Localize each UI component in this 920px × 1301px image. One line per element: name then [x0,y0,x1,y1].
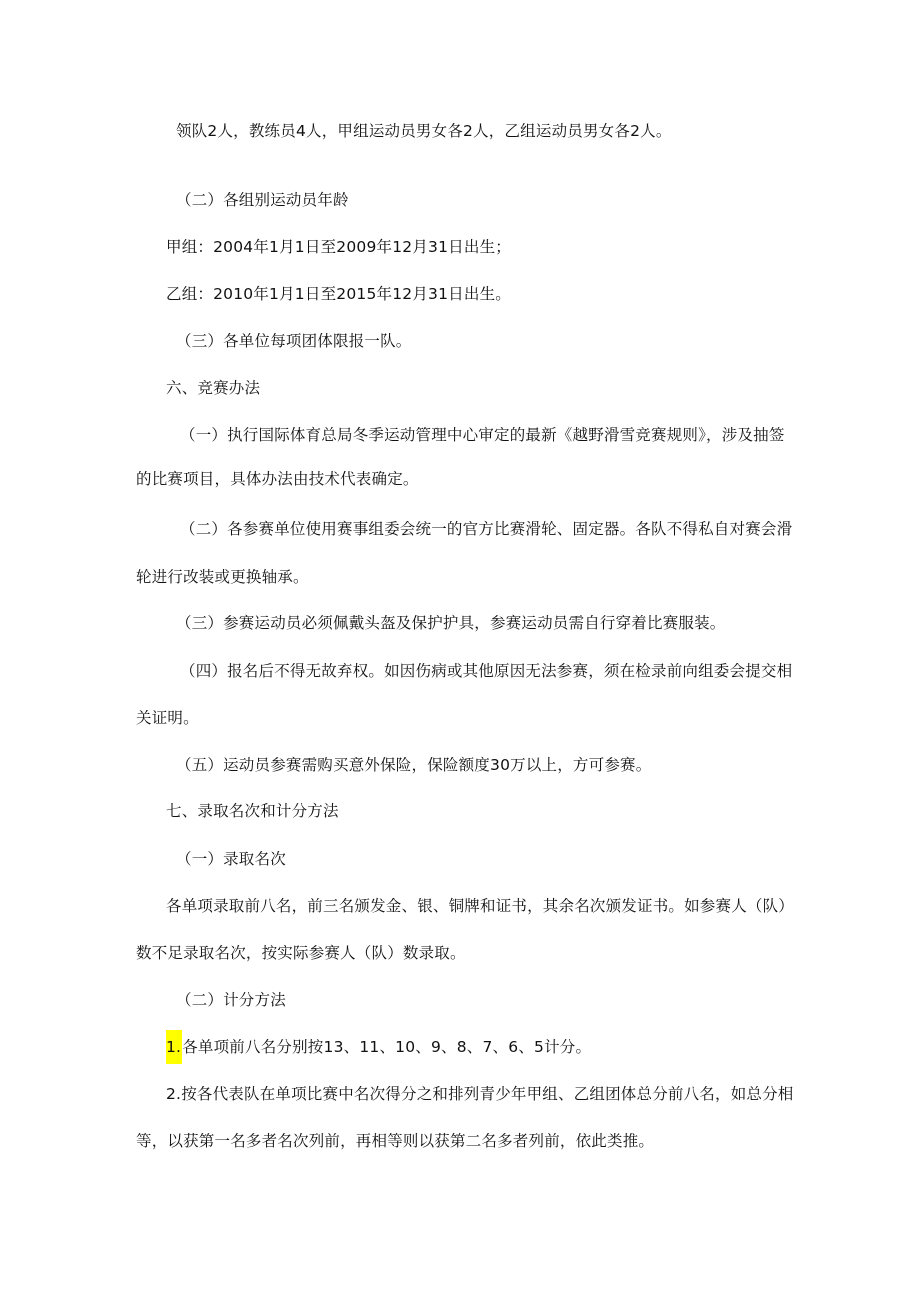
group-b-age-text: 乙组：2010年1月1日至2015年12月31日出生。 [166,285,511,303]
highlighted-item-number: 1. [166,1030,182,1064]
rule-1-line-2: 的比赛项目，具体办法由技术代表确定。 [136,470,419,488]
scoring-rule-1 [166,1036,591,1064]
scoring-subheading: （二）计分方法 [176,991,286,1009]
team-entry-limit-text: （三）各单位每项团体限报一队。 [176,332,412,350]
rule-1-line-1: （一）执行国际体育总局冬季运动管理中心审定的最新《越野滑雪竞赛规则》，涉及抽签 [180,426,785,444]
rule-2-line-2: 轮进行改装或更换轴承。 [136,568,309,586]
team-composition-text: 领队2人，教练员4人，甲组运动员男女各2人，乙组运动员男女各2人。 [176,122,672,140]
ranking-line-1: 各单项录取前八名，前三名颁发金、银、铜牌和证书，其余名次颁发证书。如参赛人（队） [166,897,795,915]
rule-5-text: （五）运动员参赛需购买意外保险，保险额度30万以上，方可参赛。 [176,756,652,774]
ranking-scoring-heading: 七、录取名次和计分方法 [166,802,339,820]
scoring-rule-2-line-1: 2.按各代表队在单项比赛中名次得分之和排列青少年甲组、乙组团体总分前八名，如总分相 [166,1085,794,1103]
section-age-heading: （二）各组别运动员年龄 [176,191,349,209]
rule-4-line-2: 关证明。 [136,709,199,727]
scoring-rule-1-text: 各单项前八名分别按13、11、10、9、8、7、6、5计分。 [182,1038,592,1056]
ranking-line-2: 数不足录取名次，按实际参赛人（队）数录取。 [136,944,466,962]
group-a-age-text: 甲组：2004年1月1日至2009年12月31日出生； [166,238,511,256]
scoring-rule-2-line-2: 等，以获第一名多者名次列前，再相等则以获第二名多者列前，依此类推。 [136,1132,655,1150]
rule-2-line-1: （二）各参赛单位使用赛事组委会统一的官方比赛滑轮、固定器。各队不得私自对赛会滑 [180,520,793,538]
ranking-subheading: （一）录取名次 [176,850,286,868]
rule-4-line-1: （四）报名后不得无故弃权。如因伤病或其他原因无法参赛，须在检录前向组委会提交相 [180,662,793,680]
rule-3-text: （三）参赛运动员必须佩戴头盔及保护护具，参赛运动员需自行穿着比赛服装。 [176,614,726,632]
competition-method-heading: 六、竞赛办法 [166,379,261,397]
